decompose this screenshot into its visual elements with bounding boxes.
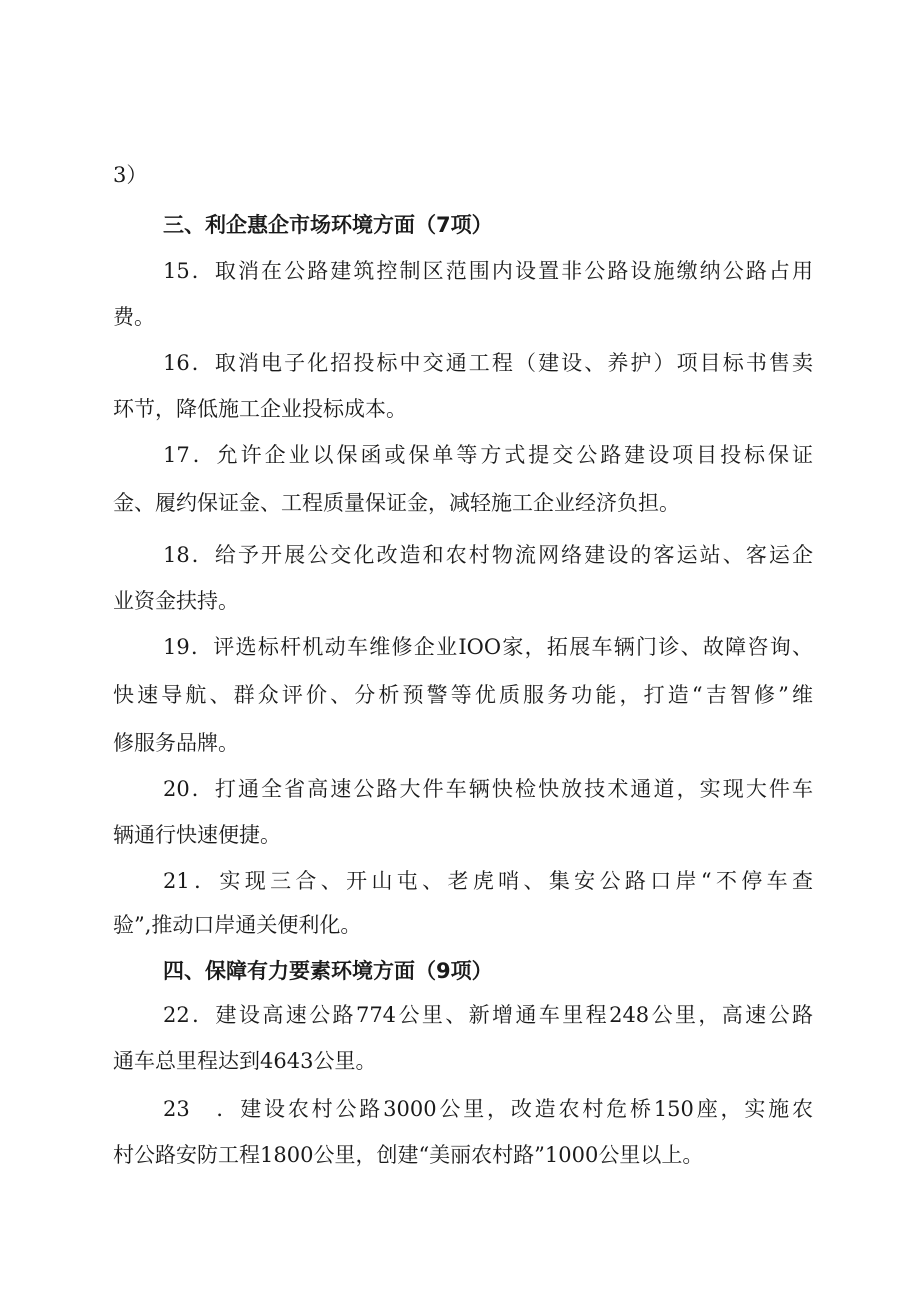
item-19-line-3: 修服务品牌。 (113, 731, 239, 755)
item-22-line-2: 通车总里程达到4643公里。 (113, 1049, 377, 1073)
item-16-line-1: 16．取消电子化招投标中交通工程（建设、养护）项目标书售卖 (163, 351, 813, 375)
item-19-line-2: 快速导航、群众评价、分析预警等优质服务功能，打造“吉智修”维 (113, 683, 813, 707)
item-17-line-1: 17．允许企业以保函或保单等方式提交公路建设项目投标保证 (163, 443, 813, 467)
item-15-line-2: 费。 (113, 305, 155, 329)
item-19-line-1: 19．评选标杆机动车维修企业IOO家，拓展车辆门诊、故障咨询、 (163, 635, 813, 659)
section-heading-3: 三、利企惠企市场环境方面（7项） (163, 213, 493, 237)
item-22-line-1: 22．建设高速公路774公里、新增通车里程248公里，高速公路 (163, 1003, 813, 1027)
section-heading-4: 四、保障有力要素环境方面（9项） (163, 959, 493, 983)
item-21-line-2: 验”,推动口岸通关便利化。 (113, 913, 362, 937)
item-15-line-1: 15．取消在公路建筑控制区范围内设置非公路设施缴纳公路占用 (163, 259, 813, 283)
item-16-line-2: 环节，降低施工企业投标成本。 (113, 397, 407, 421)
item-17-line-2: 金、履约保证金、工程质量保证金，减轻施工企业经济负担。 (113, 491, 680, 515)
item-20-line-2: 辆通行快速便捷。 (113, 823, 281, 847)
item-18-line-1: 18．给予开展公交化改造和农村物流网络建设的客运站、客运企 (163, 543, 813, 567)
item-18-line-2: 业资金扶持。 (113, 589, 239, 613)
top-fragment: 3） (113, 163, 148, 187)
item-23-line-1: 23 ．建设农村公路3000公里，改造农村危桥150座，实施农 (163, 1097, 813, 1121)
item-21-line-1: 21．实现三合、开山屯、老虎哨、集安公路口岸“不停车查 (163, 869, 813, 893)
item-20-line-1: 20．打通全省高速公路大件车辆快检快放技术通道，实现大件车 (163, 777, 813, 801)
item-23-line-2: 村公路安防工程1800公里，创建“美丽农村路”1000公里以上。 (113, 1143, 704, 1167)
